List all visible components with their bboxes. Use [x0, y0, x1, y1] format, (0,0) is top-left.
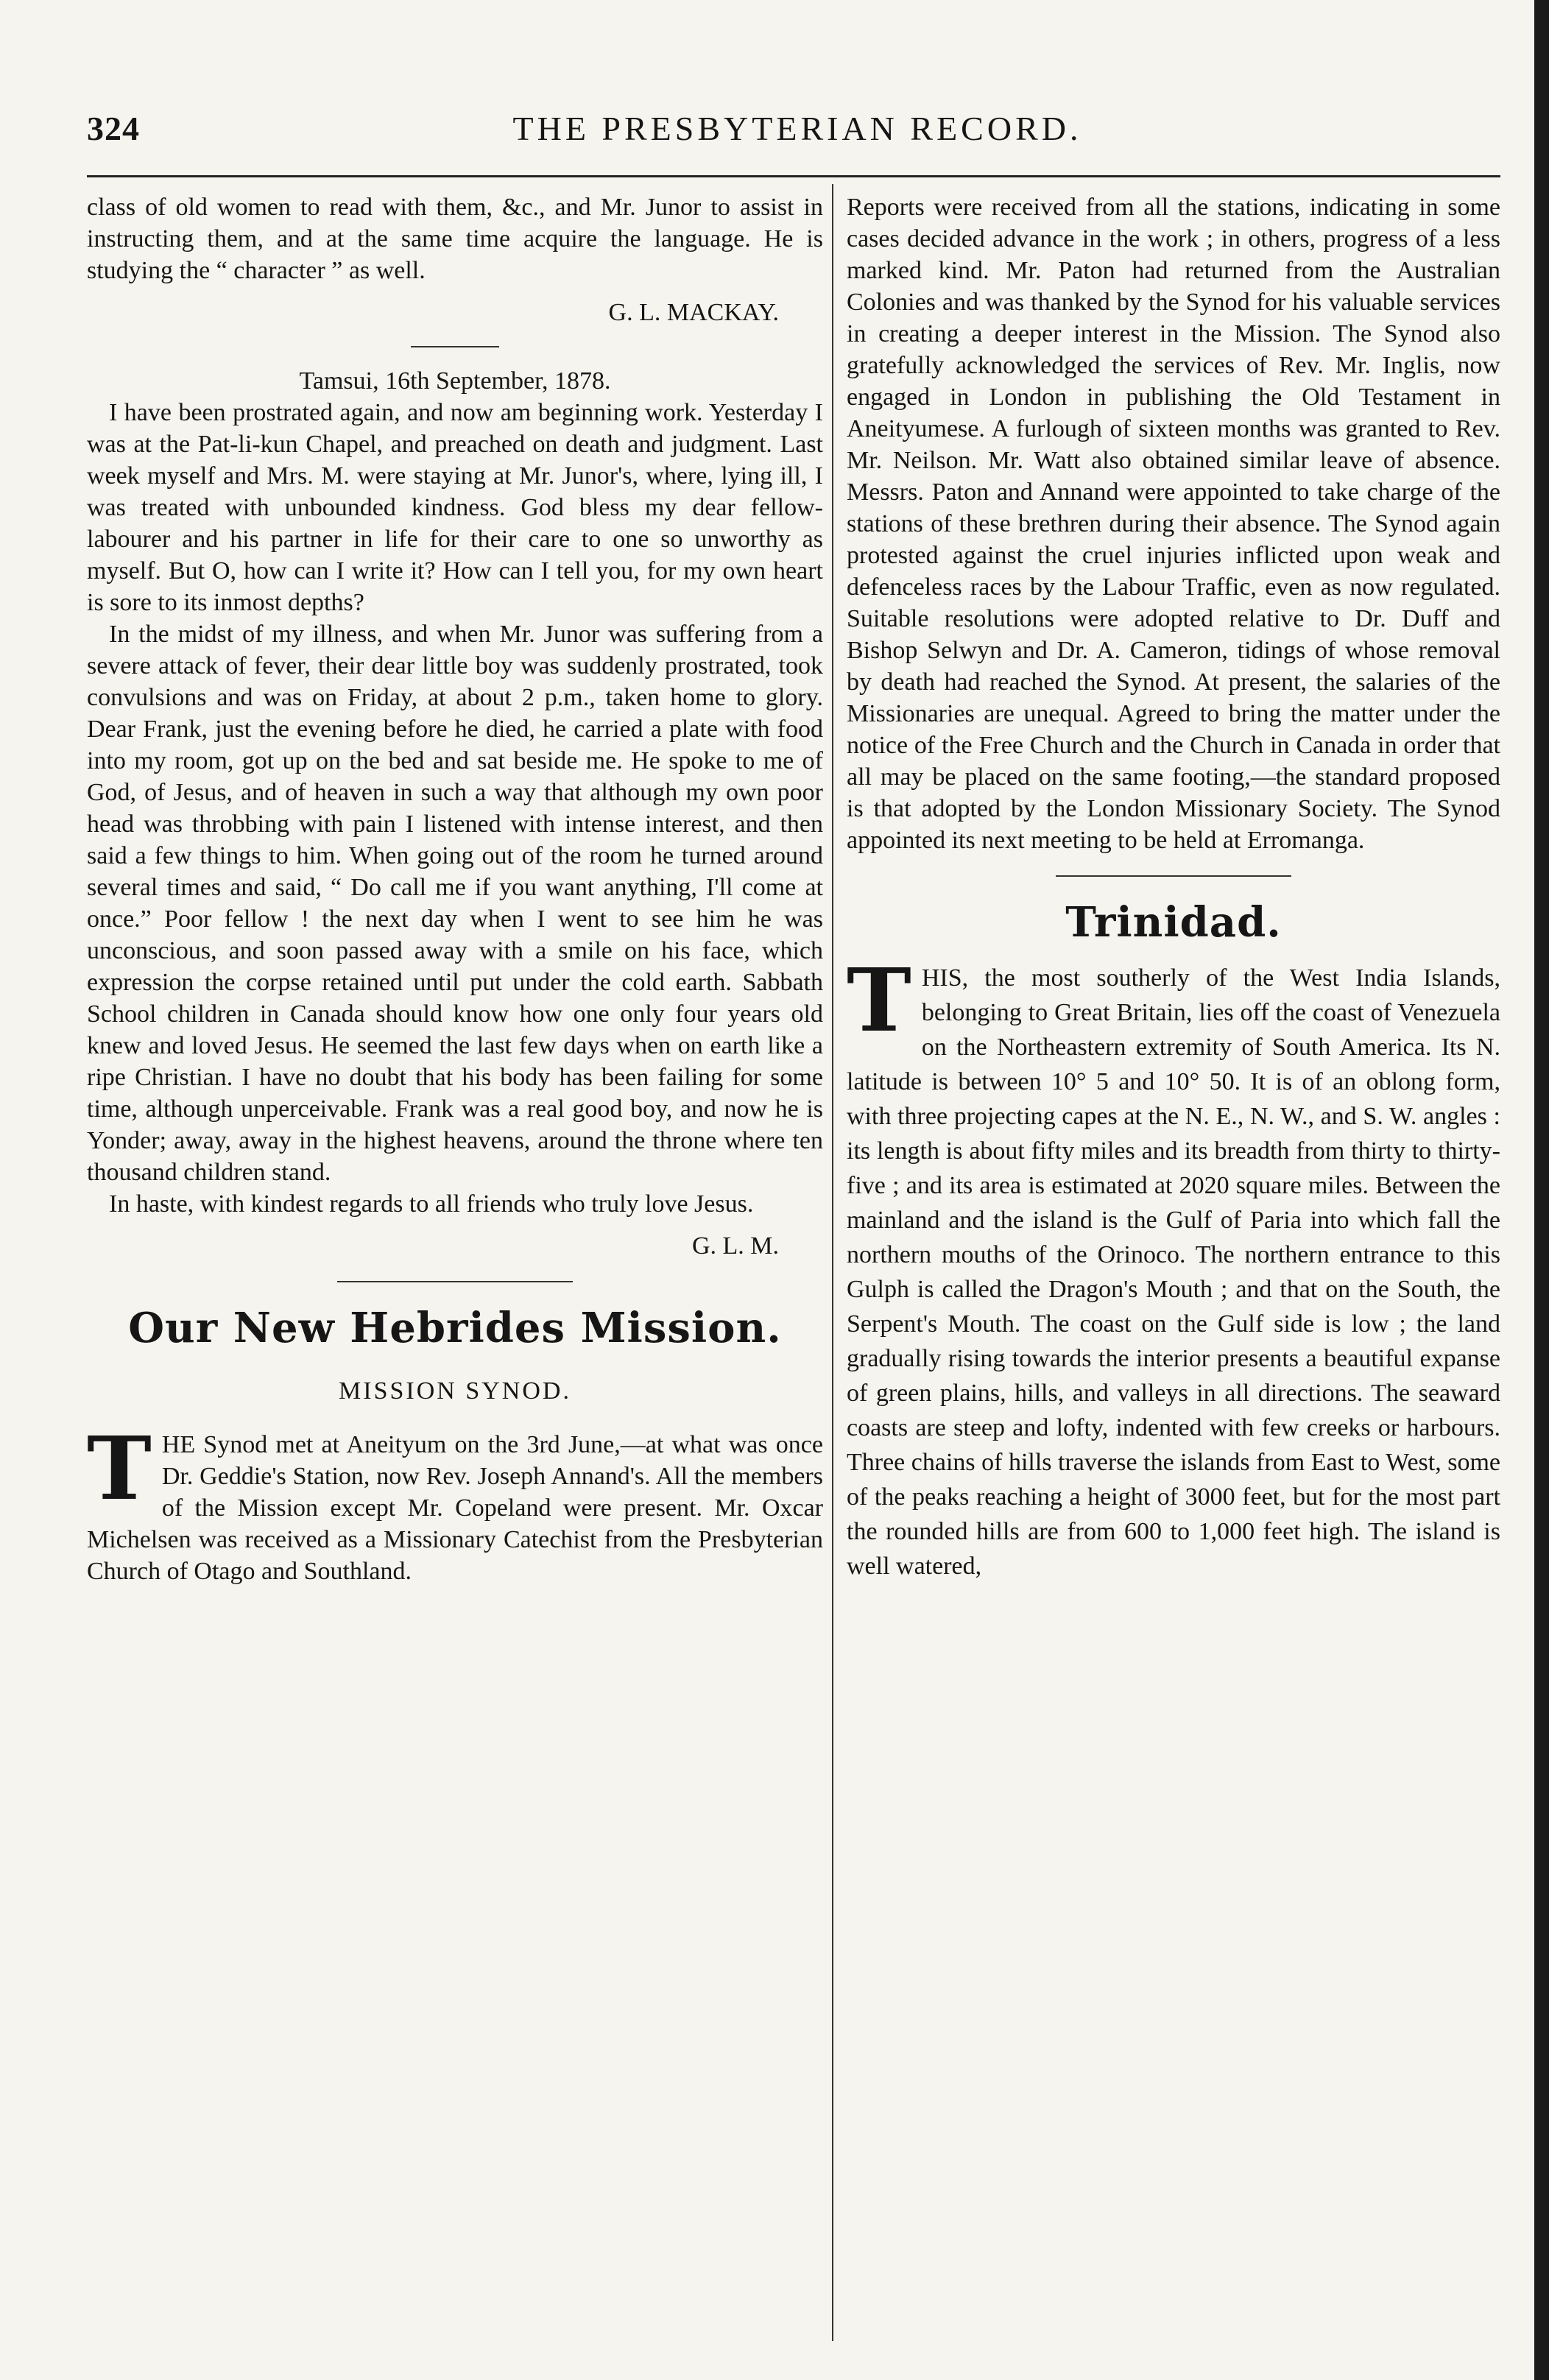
letter2-paragraph-1: I have been prostrated again, and now am beginning work. Yesterday I was at the Pat-li-kun Chapel, and preached on death and judgment. Last week myself and Mrs. M. were staying at Mr. Junor's, where, lying ill, I was treated with unbounded kindness. God bless my dear fellow-labourer and his partner in life for their care to one so unworthy as myself. But O, how can I write it? How can I tell you, for my own heart is sore to its inmost depths? — [87, 399, 823, 616]
letter2-paragraph-2: In the midst of my illness, and when Mr. Junor was suffering from a severe attack of fever, their dear little boy was suddenly prostrated, took convulsions and was on Friday, at about 2 p.m., taken home to glory. Dear Frank, just the evening before he died, he carried a plate with food into my room, got up on the bed and sat beside me. He spoke to me of God, of Jesus, and of heaven in such a way that although my own poor head was throbbing with pain I listened with intense interest, and then said a few things to him. When going out of the room he turned around several times and said, “ Do call me if you want anything, I'll come at once.” Poor fellow ! the next day when I went to see him he was unconscious, and soon passed away with a smile on his face, which expression the corpse retained until put under the cold earth. Sabbath School children in Canada should know how one only four years old knew and loved Jesus. He seemed the last few days when on earth like a ripe Christian. I have no doubt that his body has been failing for some time, although unperceivable. Frank was a real good boy, and now he is Yonder; away, away in the highest heavens, around the throne where ten thousand children stand. — [87, 621, 823, 1186]
trinidad-drop-cap: T — [847, 949, 911, 1051]
letter1-text: class of old women to read with them, &c., and Mr. Junor to assist in instructing them, and at the same time acquire the language. He is studying the “ character ” as well. — [87, 194, 823, 284]
section-rule — [1056, 875, 1291, 877]
trinidad-text: HIS, the most southerly of the West India Islands, belonging to Great Britain, lies off the coast of Venezuela on the Northeastern extremity of South America. Its N. latitude is between 10° 5 and 10° 50. It is of an oblong form, with three projecting capes at the N. E., N. W., and S. W. angles : its length is about fifty miles and its breadth from thirty to thirty-five ; and its area is estimated at 2020 square miles. Between the mainland and the island is the Gulf of Paria into which fall the northern mouths of the Orinoco. The northern entrance to this Gulph is called the Dragon's Mouth ; and that on the South, the Serpent's Mouth. The coast on the Gulf side is low ; the land gradually rising towards the interior presents a beautiful expanse of green plains, hills, and valleys in all directions. The seaward coasts are steep and lofty, indented with few creeks or harbours. Three chains of hills traverse the islands from East to West, some of the peaks reaching a height of 3000 feet, but for the most part the rounded hills are from 600 to 1,000 feet high. The island is well watered, — [847, 964, 1500, 1580]
section-heading-trinidad: Trinidad. — [1065, 898, 1282, 947]
page-header — [87, 109, 1508, 160]
page-number: 324 — [87, 110, 140, 147]
separator-rule — [411, 346, 499, 347]
running-title: THE PRESBYTERIAN RECORD. — [512, 110, 1082, 147]
column-divider — [832, 184, 833, 2341]
synod-continued-text: Reports were received from all the stations, indicating in some cases decided advance in the work ; in others, progress of a less marked kind. Mr. Paton had returned from the Australian Colonies and was thanked by the Synod for his valuable services in creating a deeper interest in the Mission. The Synod also gratefully acknowledged the services of Rev. Mr. Inglis, now engaged in London in publishing the Old Testament in Aneityumese. A furlough of sixteen months was granted to Rev. Mr. Neilson. Mr. Watt also obtained similar leave of absence. Messrs. Paton and Annand were appointed to take charge of the stations of these brethren during their absence. The Synod again protested against the cruel injuries inflicted upon weak and defenceless races by the Labour Traffic, even as now regulated. Suitable resolutions were adopted relative to Dr. Duff and Bishop Selwyn and Dr. A. Cameron, tidings of whose removal by death had reached the Synod. At present, the salaries of the Missionaries are unequal. Agreed to bring the matter under the notice of the Free Church and the Church in Canada in order that all may be placed on the same footing,—the standard proposed is that adopted by the London Missionary Society. The Synod appointed its next meeting to be held at Erromanga. — [847, 194, 1500, 854]
letter2-signature: G. L. M. — [691, 1232, 779, 1260]
synod-text: HE Synod met at Aneityum on the 3rd June,—at what was once Dr. Geddie's Station, now Rev. Joseph Annand's. All the members of the Mission except Mr. Copeland were present. Mr. Oxcar Michelsen was received as a Missionary Catechist from the Presbyterian Church of Otago and Southland. — [87, 1431, 823, 1585]
synod-paragraph — [87, 1417, 823, 1587]
letter1-signature: G. L. MACKAY. — [608, 299, 779, 326]
letter2-paragraph-3: In haste, with kindest regards to all friends who truly love Jesus. — [109, 1190, 754, 1218]
letter2-dateline: Tamsui, 16th September, 1878. — [299, 367, 611, 395]
trinidad-paragraph — [847, 949, 1500, 1583]
right-column — [847, 191, 1500, 1583]
synod-drop-cap: T — [87, 1417, 152, 1519]
header-rule — [87, 175, 1500, 177]
section-heading-new-hebrides: Our New Hebrides Mission. — [128, 1304, 782, 1352]
left-column — [87, 191, 823, 1587]
page-edge-bar — [1534, 0, 1549, 2380]
section-rule — [337, 1281, 573, 1282]
subheading-mission-synod: MISSION SYNOD. — [339, 1377, 571, 1405]
